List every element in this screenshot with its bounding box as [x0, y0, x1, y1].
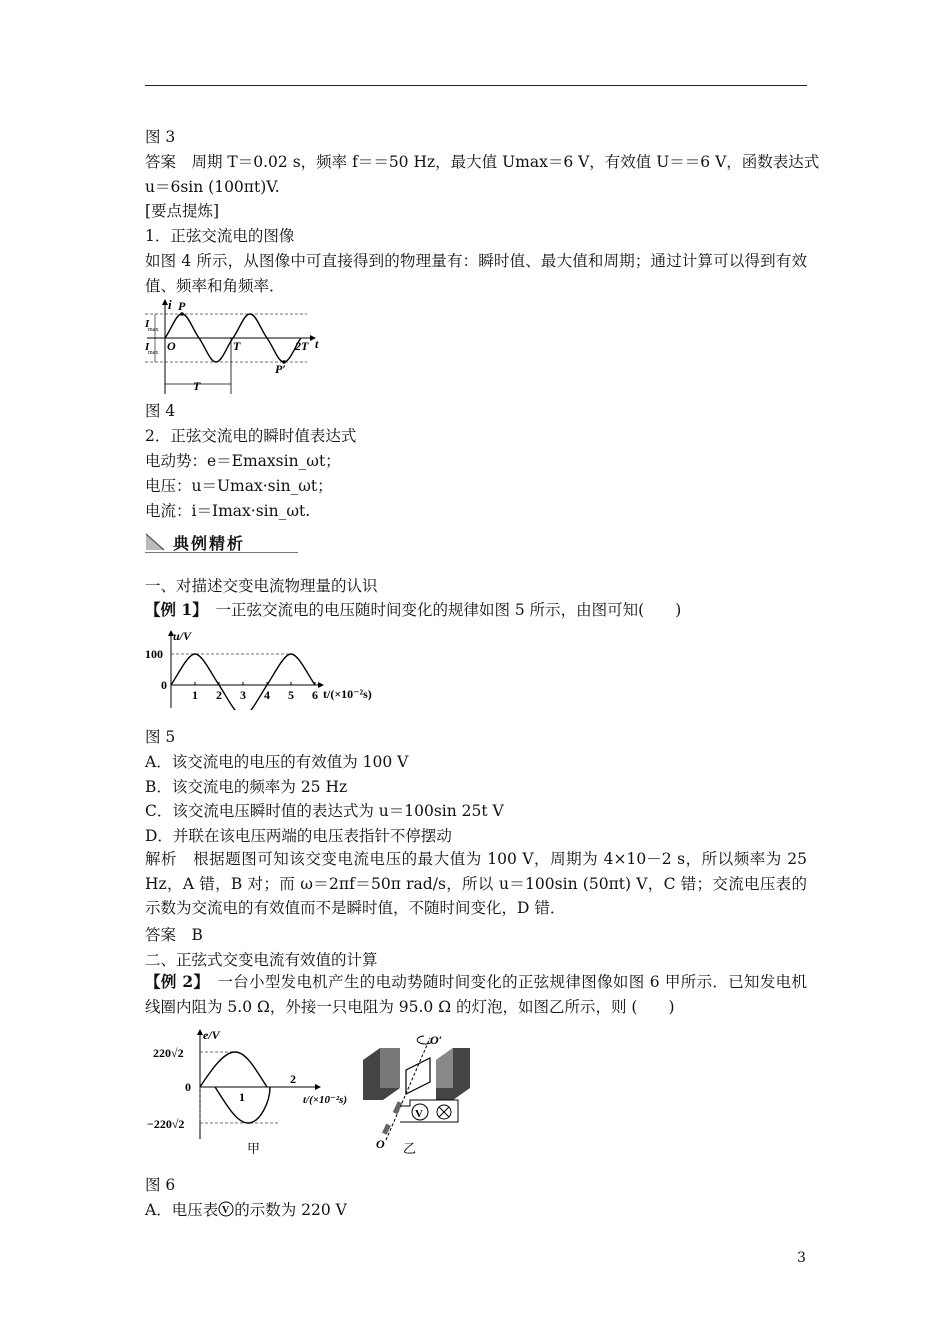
- fig5-y-tick: 100: [145, 647, 163, 661]
- example2-option-a: [145, 1200, 347, 1220]
- page-number: 3: [797, 1250, 806, 1266]
- current-expression: 电流：i＝Imax·sin_ωt.: [145, 502, 311, 520]
- section-title: 典例精析: [173, 534, 246, 553]
- example1-answer: 答案 B: [145, 926, 203, 944]
- example1-option-d: D．并联在该电压两端的电压表指针不停摆动: [145, 827, 452, 845]
- example1-analysis: 解析 根据题图可知该交变电流电压的最大值为 100 V，周期为 4×10－2 s，所以频率为 25 Hz，A 错，B 对；而 ω＝2πf＝50π rad/s，所以 u＝100sin (50πt) V，C 错；交流电压表的示数为交流电的有效值而不是瞬时值，不随时间变化，D 错．: [145, 850, 807, 917]
- figure-6-graph: [145, 1027, 375, 1157]
- fig5-x-tick-label: 5: [288, 688, 294, 702]
- fig5-x-tick-label: 4: [264, 688, 270, 702]
- topic2-heading: 二、正弦式交变电流有效值的计算: [145, 951, 378, 969]
- section-underline: [145, 552, 298, 553]
- fig6-x-tick-1: 1: [239, 1090, 245, 1104]
- fig4-imax-upper: I: [145, 318, 150, 330]
- point1-text: 如图 4 所示，从图像中可直接得到的物理量有：瞬时值、最大值和周期；通过计算可以得到有效值、频率和角频率．: [145, 252, 807, 295]
- figure-6-generator: [358, 1030, 478, 1155]
- fig6-voltmeter-symbol: V: [415, 1108, 423, 1120]
- fig5-x-tick-label: 3: [240, 688, 246, 702]
- fig5-x-axis-label: t/(×10⁻²s): [323, 687, 372, 701]
- fig5-caption: 图 5: [145, 728, 176, 746]
- fig5-x-tick-label: 2: [216, 688, 222, 702]
- fig6-y-max: 220√2: [153, 1046, 184, 1060]
- fig4-caption: 图 4: [145, 402, 176, 420]
- example2-question: [145, 970, 807, 1019]
- fig6-caption: 图 6: [145, 1176, 176, 1194]
- fig5-y-axis-label: u/V: [173, 629, 192, 643]
- voltmeter-icon: [218, 1201, 234, 1217]
- fig5-origin: 0: [161, 678, 167, 692]
- fig4-imax-lower-sub: max: [148, 350, 159, 356]
- fig4-2t-label: 2T: [295, 339, 309, 353]
- fig6-o-prime-label: O′: [430, 1033, 443, 1047]
- section-header: [145, 530, 300, 554]
- fig4-t-label: T: [233, 339, 241, 353]
- fig6-o-label: O: [376, 1137, 385, 1151]
- voltage-expression: 电压：u＝Umax·sin_ωt；: [145, 477, 333, 495]
- section-marker-icon: [145, 533, 165, 551]
- voltmeter-icon-symbol: V: [222, 1205, 230, 1216]
- fig4-imax-lower: I: [145, 341, 150, 353]
- fig4-t-axis-label: t: [315, 337, 319, 351]
- answer-line-2: u＝6sin (100πt)V.: [145, 178, 280, 196]
- example1-option-b: B．该交流电的频率为 25 Hz: [145, 778, 348, 796]
- figure-4: [145, 298, 325, 400]
- fig6-origin: 0: [185, 1080, 191, 1094]
- example1-question: [145, 600, 681, 620]
- topic1-heading: 一、对描述交变电流物理量的认识: [145, 577, 378, 595]
- fig4-imax-upper-sub: max: [148, 327, 159, 333]
- example2-option-a-pre: A．电压表: [145, 1201, 219, 1219]
- fig4-p-label: P: [178, 299, 186, 313]
- fig5-x-tick-label: 6: [312, 688, 318, 702]
- fig4-i-axis-label: i: [168, 298, 172, 312]
- point2-title: 2．正弦交流电的瞬时值表达式: [145, 427, 357, 445]
- fig6-x-tick-2: 2: [290, 1072, 296, 1086]
- fig5-x-tick-label: 1: [192, 688, 198, 702]
- emf-expression: 电动势：e＝Emaxsin_ωt；: [145, 452, 341, 470]
- example2-text: 一台小型发电机产生的电动势随时间变化的正弦规律图像如图 6 甲所示．已知发电机线圈内阻为 5.0 Ω，外接一只电阻为 95.0 Ω 的灯泡，如图乙所示，则 ( ): [145, 973, 807, 1016]
- fig6-x-axis-label: t/(×10⁻²s): [303, 1094, 348, 1106]
- point1-title: 1．正弦交流电的图像: [145, 227, 295, 245]
- example2-label: 【例 2】: [145, 972, 202, 991]
- example1-label: 【例 1】: [145, 600, 200, 619]
- header-rule: [145, 85, 807, 86]
- key-points-label: [要点提炼]: [145, 202, 220, 220]
- fig3-caption: 图 3: [145, 128, 176, 146]
- fig4-p-prime-label: P′: [275, 362, 286, 376]
- fig4-origin-label: O: [167, 339, 176, 353]
- example1-option-a: A．该交流电的电压的有效值为 100 V: [145, 753, 409, 771]
- figure-5: [145, 628, 395, 710]
- example1-option-c: C．该交流电压瞬时值的表达式为 u＝100sin 25t V: [145, 802, 504, 820]
- example2-option-a-post: 的示数为 220 V: [234, 1201, 347, 1219]
- fig6-y-min: −220√2: [147, 1117, 185, 1131]
- fig6-label-yi: 乙: [403, 1141, 417, 1155]
- example1-text: 一正弦交流电的电压随时间变化的规律如图 5 所示，由图可知( ): [199, 601, 682, 619]
- fig4-period-label: T: [193, 379, 201, 393]
- answer-line-1: 答案 周期 T＝0.02 s，频率 f＝＝50 Hz，最大值 Umax＝6 V，有效值 U＝＝6 V，函数表达式: [145, 153, 820, 171]
- fig6-label-jia: 甲: [247, 1141, 261, 1156]
- fig6-y-axis-label: e/V: [203, 1028, 220, 1042]
